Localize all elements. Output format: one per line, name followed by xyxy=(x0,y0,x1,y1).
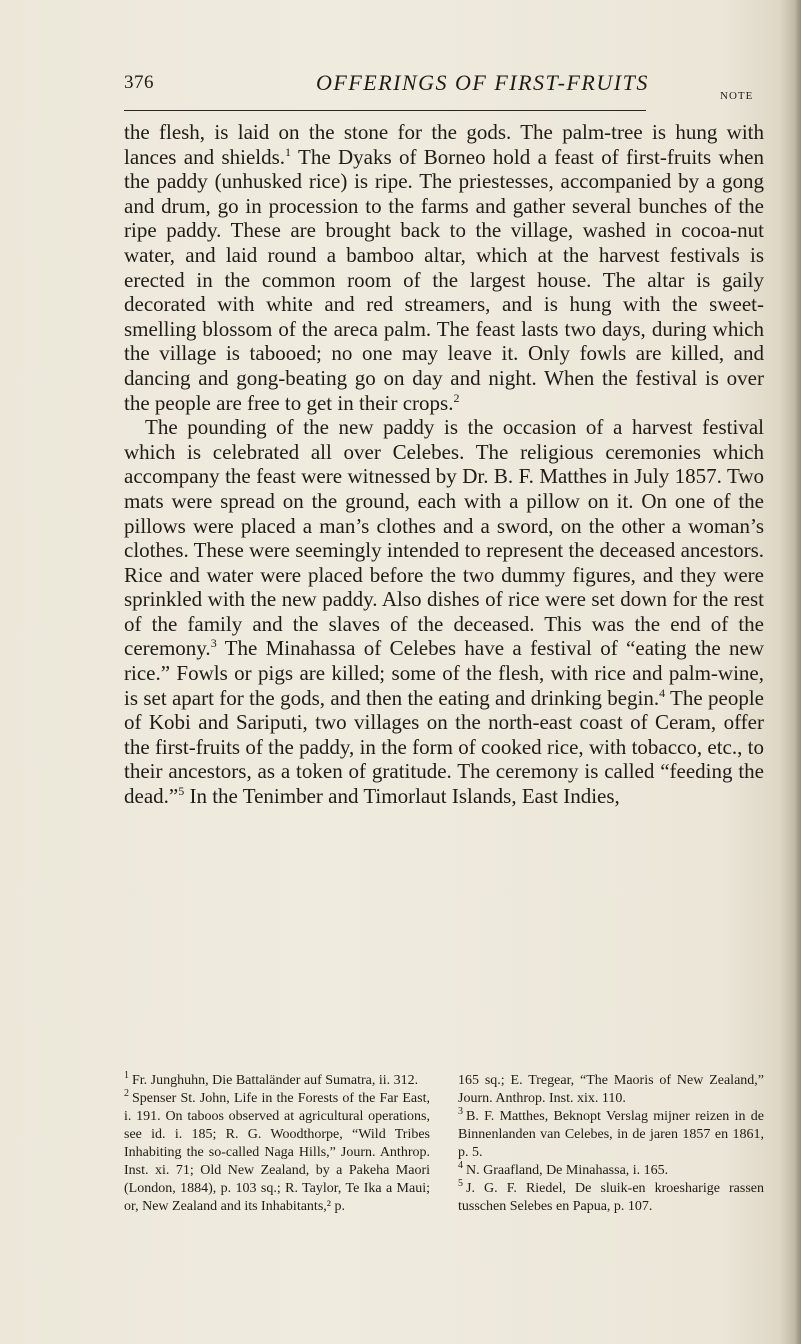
footnote: $^4$ N. Graafland, De Minahassa, i. 165. xyxy=(458,1160,669,1178)
paragraph-1: the flesh, is laid on the stone for the gods. The palm-tree is hung with lances and shields.$^1$ The Dyaks of Borneo hold a feast of first-fruits when the paddy (unhusked rice) is ripe. The priestesses, accompanied by a gong and drum, go in procession to the farms and gather several bunches of the ripe paddy. These are brought back to the village, washed in cocoa-nut water, and laid round a bamboo altar, which at the harvest festivals is erected in the common room of the largest house. The altar is gaily decorated with white and red streamers, and is hung with the sweet-smelling blossom of the areca palm. The feast lasts two days, during which the village is tabooed; no one may leave it. Only fowls are killed, and dancing and gong-beating go on day and night. When the festival is over the people are free to get in their crops.$^2$ xyxy=(124,120,765,415)
footnotes-right-column xyxy=(458,1072,764,1216)
footnote: $^2$ Spenser St. John, Life in the Forests of the Far East, i. 191. On taboos observed at agricultural operations, see id. i. 185; R. G. Woodthorpe, “Wild Tribes Inhabiting the so-called Naga Hills,” Journ. Anthrop. Inst. xi. 71; Old New Zealand, by a Pakeha Maori (London, 1884), p. 103 sq.; R. Taylor, Te Ika a Maui; or, New Zealand and its Inhabitants,² p. xyxy=(124,1088,430,1214)
footnote-ref-2[interactable]: 2 xyxy=(453,390,460,405)
page-edge-shadow xyxy=(779,0,801,1344)
footnote-ref-5[interactable]: 5 xyxy=(178,784,185,799)
paragraph-2: The pounding of the new paddy is the occasion of a harvest festival which is celebrated all over Celebes. The religious ceremonies which accompany the feast were witnessed by Dr. B. F. Matthes in July 1857. Two mats were spread on the ground, each with a pillow on it. On one of the pillows were placed a man’s clothes and a sword, on the other a woman’s clothes. These were seemingly intended to represent the deceased ancestors. Rice and water were placed before the two dummy figures, and they were sprinkled with the new paddy. Also dishes of rice were set down for the rest of the family and the slaves of the deceased. This was the end of the ceremony.$^3$ The Minahassa of Celebes have a festival of “eating the new rice.” Fowls or pigs are killed; some of the flesh, with rice and palm-wine, is set apart for the gods, and then the eating and drinking begin.$^4$ The people of Kobi and Sariputi, two villages on the north-east coast of Ceram, offer the first-fruits of the paddy, in the form of cooked rice, with tobacco, etc., to their ancestors, as a token of gratitude. The ceremony is called “feeding the dead.”$^5$ In the Tenimber and Timorlaut Islands, East Indies, xyxy=(124,415,765,809)
footnote-ref-1[interactable]: 1 xyxy=(285,144,292,159)
header-note: NOTE xyxy=(720,90,754,102)
footnote: $^5$ J. G. F. Riedel, De sluik-en kroesharige rassen tusschen Selebes en Papua, p. 107. xyxy=(458,1178,764,1214)
header-rule xyxy=(124,110,646,111)
footnote-ref-4[interactable]: 4 xyxy=(659,685,666,700)
main-text xyxy=(124,120,764,809)
footnote: $^1$ Fr. Junghuhn, Die Battaländer auf Sumatra, ii. 312. xyxy=(124,1070,419,1088)
page-number: 376 xyxy=(124,72,154,93)
footnote-continued: 165 sq.; E. Tregear, “The Maoris of New Zealand,” Journ. Anthrop. Inst. xix. 110. xyxy=(458,1073,764,1106)
footnote-ref-3[interactable]: 3 xyxy=(210,636,217,651)
page-header xyxy=(124,68,764,108)
running-head: OFFERINGS OF FIRST-FRUITS xyxy=(316,70,649,95)
footnotes xyxy=(124,1072,764,1216)
footnote: $^3$ B. F. Matthes, Beknopt Verslag mijner reizen in de Binnenlanden van Celebes, in de jaren 1857 en 1861, p. 5. xyxy=(458,1106,764,1160)
footnotes-left-column xyxy=(124,1072,430,1216)
